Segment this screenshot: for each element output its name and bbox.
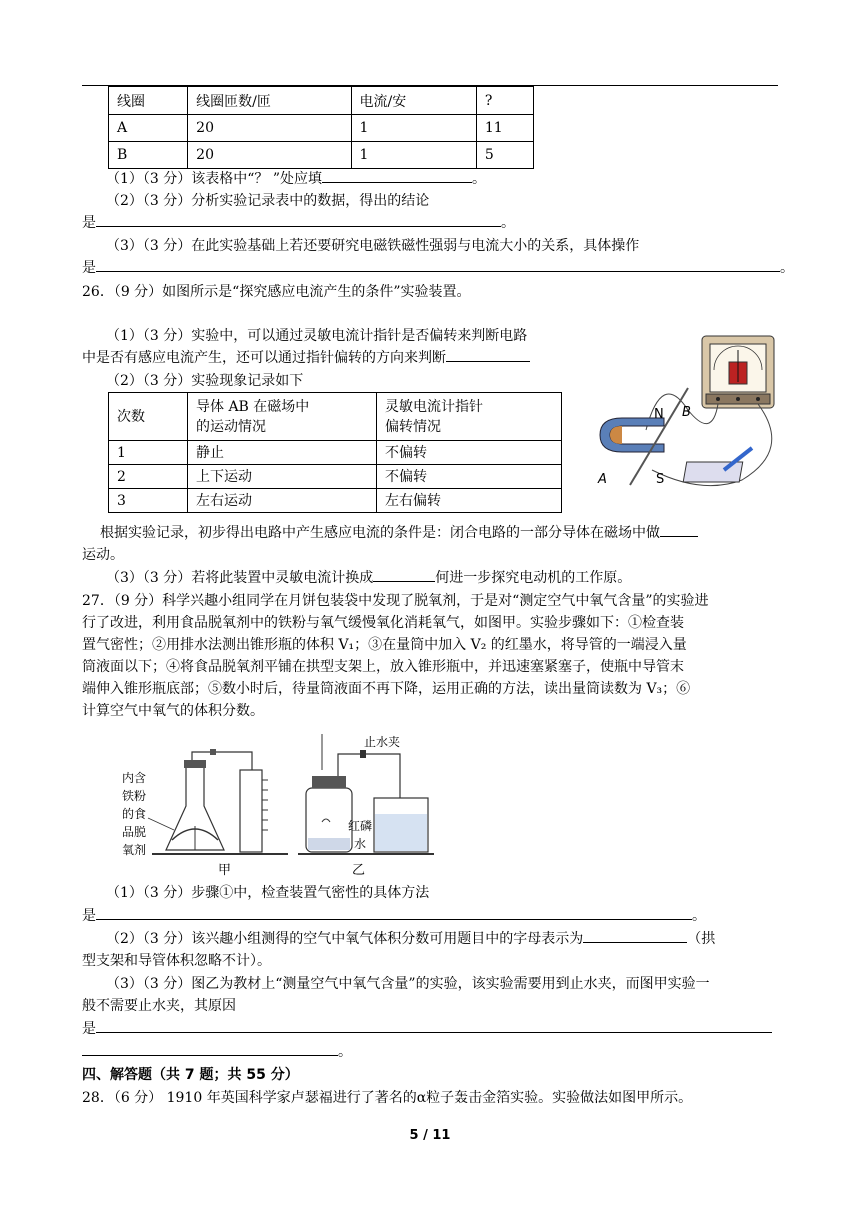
q27-part3-d: 。: [82, 1041, 352, 1063]
q27-part2-cont: 型支架和导管体积忽略不计）。: [82, 953, 271, 969]
induction-apparatus-figure: [592, 330, 782, 500]
q27-part2: （2）（3 分）该兴趣小组测得的空气中氧气体积分数可用题目中的字母表示为 （拱: [106, 928, 715, 950]
table-cell: 左右偏转: [377, 489, 562, 513]
q25-part2: （2）（3 分）分析实验记录表中的数据，得出的结论: [106, 193, 430, 209]
table-cell: 11: [476, 115, 533, 142]
table-cell: 1: [351, 115, 476, 142]
oxygen-experiment-figure: [112, 730, 442, 880]
table-cell: 5: [476, 142, 533, 169]
q26-part3: （3）（3 分）若将此装置中灵敏电流计换成 何进一步探究电动机的工作原。: [106, 567, 631, 589]
q26-conclusion-cont: 运动。: [82, 547, 124, 563]
q27-part1: （1）（3 分）步骤①中，检查装置气密性的具体方法: [106, 885, 430, 901]
induction-table: [108, 392, 562, 513]
answer-blank[interactable]: [96, 905, 692, 920]
answer-blank[interactable]: [82, 1041, 338, 1056]
coil-table: [108, 86, 534, 169]
q27-line6: 计算空气中氧气的体积分数。: [82, 703, 264, 719]
q27-part3-c: 是: [82, 1018, 772, 1040]
answer-blank[interactable]: [583, 928, 687, 943]
label-phosphorus: 红磷: [348, 819, 373, 833]
table-header-cell: 灵敏电流计指针 偏转情况: [377, 393, 562, 441]
answer-blank[interactable]: [96, 212, 501, 227]
table-header-cell: ?: [476, 87, 533, 115]
q26-part1b: 中是否有感应电流产生，还可以通过指针偏转的方向来判断: [82, 347, 530, 369]
q26-title: 26．（9 分）如图所示是“探究感应电流产生的条件”实验装置。: [82, 284, 471, 300]
q25-part2-cont: 是 。: [82, 212, 515, 234]
table-cell: 2: [109, 465, 188, 489]
q26-conclusion: 根据实验记录，初步得出电路中产生感应电流的条件是：闭合电路的一部分导体在磁场中做: [100, 522, 698, 544]
label-N: N: [654, 407, 664, 422]
table-cell: 不偏转: [377, 465, 562, 489]
answer-blank[interactable]: [446, 347, 530, 362]
table-cell: 静止: [188, 441, 377, 465]
fig-label: 内含: [122, 771, 147, 785]
answer-blank[interactable]: [96, 1018, 772, 1033]
table-cell: 不偏转: [377, 441, 562, 465]
table-cell: B: [109, 142, 188, 169]
label-jia: 甲: [218, 863, 232, 878]
table-cell: A: [109, 115, 188, 142]
answer-blank[interactable]: [660, 522, 698, 537]
q26-part2: （2）（3 分）实验现象记录如下: [106, 373, 304, 389]
table-header-cell: 电流/安: [351, 87, 476, 115]
q25-part3-cont: 是 。: [82, 257, 794, 279]
table-cell: 1: [109, 441, 188, 465]
answer-blank[interactable]: [322, 168, 472, 183]
label-S: S: [656, 472, 665, 487]
q27-line3: 置气密性；②用排水法测出锥形瓶的体积 V₁；③在量筒中加入 V₂ 的红墨水，将导管的一端浸入量: [82, 637, 687, 653]
fig-label: 氧剂: [122, 843, 147, 857]
table-cell: 左右运动: [188, 489, 377, 513]
table-cell: 上下运动: [188, 465, 377, 489]
q27-line2: 行了改进，利用食品脱氧剂中的铁粉与氧气缓慢氧化消耗氧气，如图甲。实验步骤如下：①检查装: [82, 615, 684, 631]
table-header-cell: 线圈: [109, 87, 188, 115]
q27-part3: （3）（3 分）图乙为教材上“测量空气中氧气含量”的实验，该实验需要用到止水夹，而图甲实验一: [106, 976, 710, 992]
q27-line4: 筒液面以下；④将食品脱氧剂平铺在拱型支架上，放入锥形瓶中，并迅速塞紧塞子，使瓶中导管末: [82, 659, 684, 675]
q27-line1: 27．（9 分）科学兴趣小组同学在月饼包装袋中发现了脱氧剂，于是对“测定空气中氧气含量”的实验进: [82, 593, 709, 609]
label-water: 水: [354, 837, 367, 851]
q27-part3-b: 般不需要止水夹，其原因: [82, 998, 236, 1014]
table-cell: 20: [188, 115, 351, 142]
table-header-cell: 次数: [109, 393, 188, 441]
page-number: 5 / 11: [409, 1128, 451, 1143]
q26-part1a: （1）（3 分）实验中，可以通过灵敏电流计指针是否偏转来判断电路: [106, 328, 528, 344]
table-cell: 3: [109, 489, 188, 513]
q27-part1-cont: 是 。: [82, 905, 706, 927]
table-header-cell: 线圈匝数/匝: [188, 87, 351, 115]
label-clip: 止水夹: [364, 735, 401, 749]
q25-part1: （1）（3 分）该表格中“？ ”处应填 。: [106, 168, 486, 190]
q25-part3: （3）（3 分）在此实验基础上若还要研究电磁铁磁性强弱与电流大小的关系，具体操作: [106, 238, 640, 254]
table-header-cell: 导体 AB 在磁场中 的运动情况: [188, 393, 377, 441]
fig-label: 铁粉: [122, 789, 147, 803]
answer-blank[interactable]: [96, 257, 780, 272]
answer-blank[interactable]: [373, 567, 435, 582]
section-heading: 四、解答题（共 7 题；共 55 分）: [82, 1067, 299, 1083]
fig-label: 品脱: [122, 825, 147, 839]
label-A: A: [598, 472, 607, 487]
fig-label: 的食: [122, 807, 147, 821]
table-cell: 20: [188, 142, 351, 169]
q27-line5: 端伸入锥形瓶底部；⑤数小时后，待量筒液面不再下降，运用正确的方法，读出量筒读数为 V₃；⑥: [82, 681, 691, 697]
label-yi: 乙: [352, 863, 366, 878]
label-B: B: [682, 405, 691, 420]
q28-text: 28．（6 分） 1910 年英国科学家卢瑟福进行了著名的α粒子轰击金箔实验。实验做法如图甲所示。: [82, 1090, 693, 1106]
table-cell: 1: [351, 142, 476, 169]
